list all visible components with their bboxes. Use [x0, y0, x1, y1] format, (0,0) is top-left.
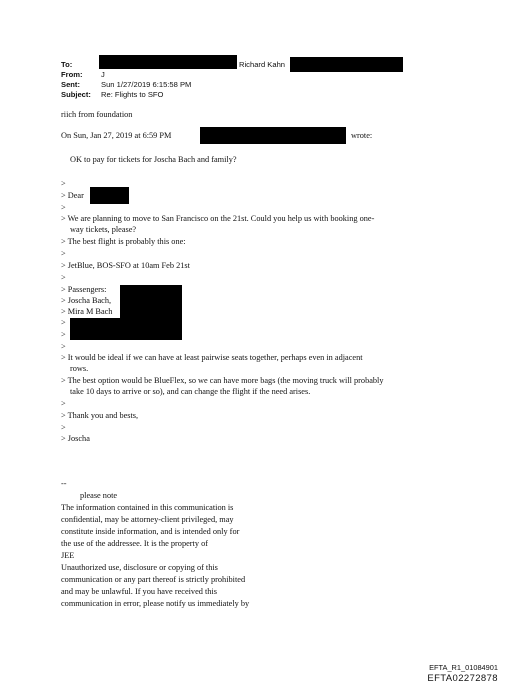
quoted-line: > Passengers:: [61, 285, 107, 294]
quoted-line: > We are planning to move to San Francisco on the 21st. Could you help us with booking one-: [61, 214, 375, 223]
signature-dashes: --: [61, 479, 67, 488]
quoted-line-wrap: rows.: [70, 364, 89, 373]
quoted-line: >: [61, 342, 66, 351]
quote-intro: On Sun, Jan 27, 2019 at 6:59 PM: [61, 131, 172, 140]
quoted-line: > The best flight is probably this one:: [61, 237, 186, 246]
quoted-line-flight: > JetBlue, BOS-SFO at 10am Feb 21st: [61, 261, 190, 270]
sent-value: Sun 1/27/2019 6:15:58 PM: [101, 80, 192, 89]
sent-label: Sent:: [61, 80, 80, 89]
quoted-line-passenger: > Joscha Bach,: [61, 296, 112, 305]
quoted-line: >: [61, 423, 66, 432]
quoted-line-wrap: way tickets, please?: [70, 225, 137, 234]
quoted-line: >: [61, 273, 66, 282]
subject-value: Re: Flights to SFO: [101, 90, 164, 99]
quoted-line-passenger: > Mira M Bach: [61, 307, 113, 316]
from-row: [0, 70, 512, 79]
to-value: Richard Kahn: [239, 60, 286, 69]
quoted-line: >: [61, 249, 66, 258]
redaction-box: [70, 318, 182, 340]
quoted-line-wrap: take 10 days to arrive or so), and can change the flight if the need arises.: [70, 387, 311, 396]
redaction-box: [90, 187, 129, 204]
signature-line: The information contained in this communication is: [61, 503, 234, 512]
signature-line: communication in error, please notify us immediately by: [61, 599, 250, 608]
quote-ask: OK to pay for tickets for Joscha Bach and family?: [70, 155, 237, 164]
quoted-line-greeting: > Dear: [61, 191, 84, 200]
redaction-box: [99, 55, 237, 69]
subject-row: [0, 90, 512, 99]
reply-text: riich from foundation: [61, 110, 133, 119]
quoted-line: >: [61, 318, 66, 327]
quoted-line: > It would be ideal if we can have at least pairwise seats together, perhaps even in adjacent: [61, 353, 363, 362]
quoted-line: >: [61, 330, 66, 339]
quoted-line: > The best option would be BlueFlex, so we can have more bags (the moving truck will probably: [61, 376, 384, 385]
document-id-small: EFTA_R1_01084901: [429, 663, 498, 672]
sent-row: [0, 80, 512, 89]
document-id-large: EFTA02272878: [427, 673, 498, 684]
from-value: J: [101, 70, 105, 79]
signature-note: please note: [80, 491, 118, 500]
to-label: To:: [61, 60, 73, 69]
quoted-line: >: [61, 399, 66, 408]
quote-intro-wrote: wrote:: [351, 131, 373, 140]
from-label: From:: [61, 70, 83, 79]
signature-line: communication or any part thereof is strictly prohibited: [61, 575, 246, 584]
signature-line: and may be unlawful. If you have received this: [61, 587, 217, 596]
signature-line: Unauthorized use, disclosure or copying of this: [61, 563, 218, 572]
signature-line: JEE: [61, 551, 75, 560]
subject-label: Subject:: [61, 90, 91, 99]
quoted-line-signoff: > Joscha: [61, 434, 90, 443]
quoted-line: >: [61, 203, 66, 212]
quoted-line: >: [61, 179, 66, 188]
signature-line: the use of the addressee. It is the property of: [61, 539, 208, 548]
quoted-line: > Thank you and bests,: [61, 411, 139, 420]
signature-line: constitute inside information, and is intended only for: [61, 527, 240, 536]
redaction-box: [200, 127, 346, 144]
redaction-box: [120, 285, 182, 321]
signature-line: confidential, may be attorney-client privileged, may: [61, 515, 234, 524]
to-row: [0, 60, 512, 69]
